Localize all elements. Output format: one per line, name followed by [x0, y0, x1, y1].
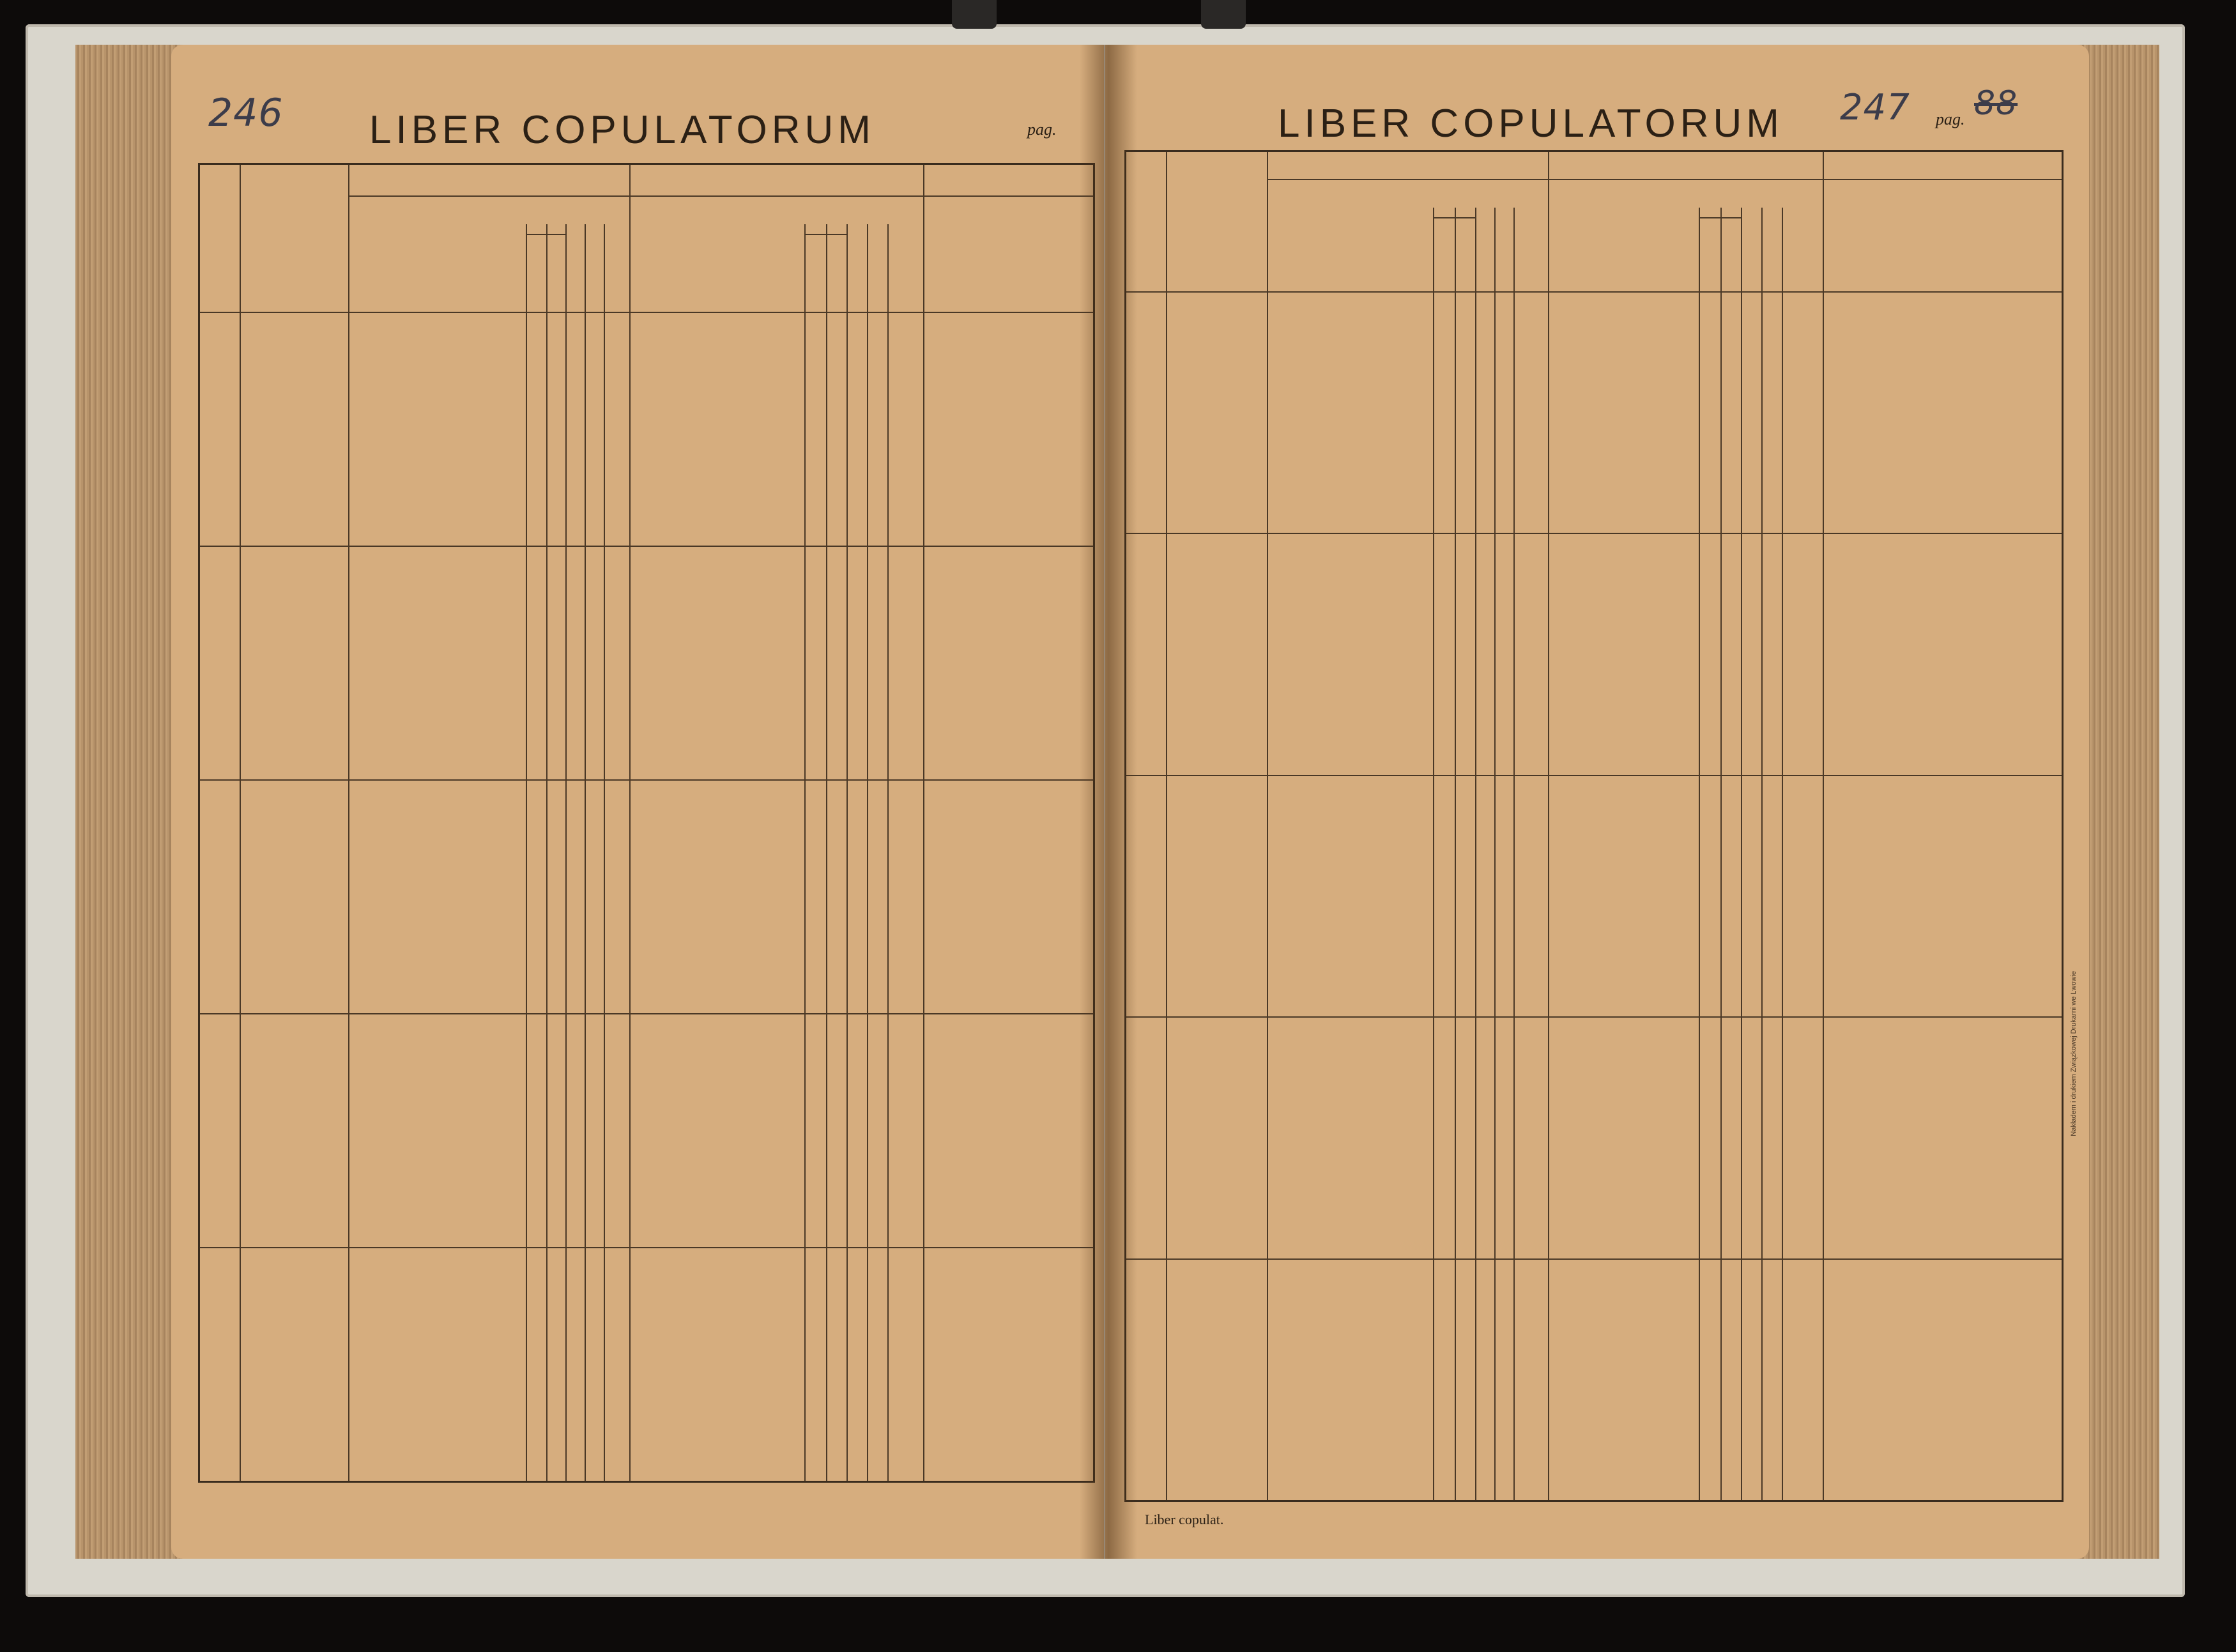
- left-entry-sponsus: [380, 1251, 523, 1400]
- left-entry-sponsa: [633, 1251, 802, 1400]
- left-entry-note: [352, 1399, 1088, 1478]
- right-entry-sponsus: [1301, 779, 1430, 933]
- right-entry-sponsa: [1552, 295, 1696, 450]
- left-group-line: [348, 195, 1093, 197]
- left-entry-sponsa: [633, 316, 802, 465]
- right-entry-sponsus: [1301, 1020, 1430, 1175]
- right-entry-note-label: [1129, 1416, 1264, 1497]
- right-entry-note-label: [1129, 691, 1264, 772]
- left-page: [171, 45, 1104, 1559]
- right-status-header: [1743, 220, 1759, 287]
- book-gutter: [1080, 45, 1137, 1559]
- left-header-line: [200, 312, 1093, 313]
- right-entry-sponsus: [1301, 537, 1430, 691]
- left-entry-house: [321, 549, 376, 699]
- left-religio-line: [526, 234, 565, 235]
- right-entry-house: [1236, 295, 1298, 450]
- right-subcol-line: [1494, 208, 1496, 1500]
- right-row-line: [1126, 1258, 2062, 1260]
- left-subcol-line: [604, 224, 605, 1481]
- right-subcol-line: [1455, 208, 1456, 1500]
- right-entry-note: [1271, 448, 2056, 530]
- right-status-header: [1784, 220, 1800, 287]
- left-subcol-line: [585, 224, 586, 1481]
- left-subcol-line: [546, 224, 548, 1481]
- right-entry-witnesses: [1829, 295, 2055, 450]
- right-entry-sponsa: [1552, 537, 1696, 691]
- right-entry-note-label: [1129, 448, 1264, 530]
- right-entry-witnesses: [1829, 1020, 2055, 1175]
- right-status-header: [1436, 220, 1451, 287]
- printer-note: Nakładem i drukiem Związkowej Drukarni we Lwowie: [2070, 971, 2078, 1136]
- left-status-header: [568, 236, 583, 308]
- right-status-header: [1478, 220, 1493, 287]
- right-page: [1105, 45, 2089, 1559]
- left-pag-label: pag.: [1027, 120, 1057, 139]
- left-entry-witnesses: [930, 783, 1087, 933]
- left-entry-witnesses: [930, 549, 1087, 699]
- left-row-line: [200, 1247, 1093, 1248]
- right-entry-sponsus: [1301, 295, 1430, 450]
- right-entry-sponsus: [1301, 1262, 1430, 1417]
- left-status-header: [829, 236, 844, 308]
- right-row-line: [1126, 1016, 2062, 1018]
- left-entry-note: [352, 698, 1088, 777]
- left-subcol-line: [887, 224, 889, 1481]
- right-entry-house: [1236, 537, 1298, 691]
- right-entry-note-label: [1129, 1174, 1264, 1255]
- left-entry-sponsa: [633, 549, 802, 699]
- binding-clip-left: [952, 0, 997, 29]
- left-status-header: [807, 236, 822, 308]
- right-entry-note: [1271, 691, 2056, 772]
- right-entry-sponsa: [1552, 779, 1696, 933]
- right-pag-label: pag.: [1936, 110, 1965, 128]
- right-status-header: [1723, 220, 1738, 287]
- right-status-header: [1701, 220, 1717, 287]
- left-entry-note-label: [203, 1399, 346, 1478]
- left-entry-witnesses: [930, 1017, 1087, 1166]
- right-status-header: [1497, 220, 1512, 287]
- left-entry-sponsus: [380, 549, 523, 699]
- right-subcol-line: [1761, 208, 1763, 1500]
- left-entry-sponsus: [380, 316, 523, 465]
- left-col-line: [240, 165, 241, 1481]
- left-entry-note: [352, 1165, 1088, 1244]
- right-entry-house: [1236, 779, 1298, 933]
- left-entry-note: [352, 931, 1088, 1011]
- right-struck-number: 88: [1974, 84, 2018, 123]
- right-subcol-line: [1741, 208, 1742, 1500]
- binding-clip-right: [1201, 0, 1246, 29]
- left-status-header: [587, 236, 602, 308]
- left-subcol-line: [565, 224, 567, 1481]
- right-status-header: [1764, 220, 1779, 287]
- right-page-number: 247: [1840, 87, 1910, 128]
- left-page-title: LIBER COPULATORUM: [369, 108, 875, 152]
- left-entry-sponsa: [633, 783, 802, 933]
- right-row-line: [1126, 775, 2062, 776]
- left-status-header: [869, 236, 885, 308]
- left-row-line: [200, 779, 1093, 781]
- left-entry-house: [321, 1251, 376, 1400]
- right-entry-note: [1271, 1416, 2056, 1497]
- right-subcol-line: [1513, 208, 1515, 1500]
- right-entry-sponsa: [1552, 1020, 1696, 1175]
- left-register-table: [198, 163, 1095, 1483]
- left-subcol-line: [526, 224, 527, 1481]
- left-subcol-line: [826, 224, 827, 1481]
- right-col-line: [1823, 152, 1824, 1500]
- left-entry-house: [321, 783, 376, 933]
- right-religio-line: [1699, 217, 1741, 218]
- left-subcol-line: [804, 224, 806, 1481]
- right-col-line: [1548, 152, 1549, 1500]
- right-subcol-line: [1720, 208, 1722, 1500]
- left-religio-line: [804, 234, 846, 235]
- right-entry-note: [1271, 932, 2056, 1014]
- left-col-line: [629, 165, 631, 1481]
- right-status-header: [1457, 220, 1473, 287]
- left-row-line: [200, 546, 1093, 547]
- left-status-header: [549, 236, 564, 308]
- right-group-line: [1267, 179, 2062, 180]
- right-entry-witnesses: [1829, 1262, 2055, 1417]
- left-subcol-line: [846, 224, 848, 1481]
- left-entry-witnesses: [930, 316, 1087, 465]
- right-subcol-line: [1782, 208, 1783, 1500]
- right-entry-sponsa: [1552, 1262, 1696, 1417]
- left-entry-sponsus: [380, 783, 523, 933]
- left-status-header: [528, 236, 544, 308]
- left-status-header: [890, 236, 905, 308]
- left-status-header: [849, 236, 864, 308]
- left-entry-sponsa: [633, 1017, 802, 1166]
- right-entry-note: [1271, 1174, 2056, 1255]
- right-subcol-line: [1475, 208, 1476, 1500]
- right-subcol-line: [1699, 208, 1700, 1500]
- right-entry-house: [1236, 1020, 1298, 1175]
- right-register-table: [1124, 150, 2064, 1502]
- left-entry-house: [321, 1017, 376, 1166]
- left-entry-note-label: [203, 931, 346, 1011]
- right-entry-house: [1236, 1262, 1298, 1417]
- right-entry-witnesses: [1829, 537, 2055, 691]
- left-page-number: 246: [208, 91, 284, 135]
- left-entry-house: [321, 316, 376, 465]
- left-entry-note-label: [203, 698, 346, 777]
- left-entry-witnesses: [930, 1251, 1087, 1400]
- left-entry-sponsus: [380, 1017, 523, 1166]
- left-col-line: [923, 165, 924, 1481]
- left-row-line: [200, 1013, 1093, 1014]
- left-subcol-line: [867, 224, 868, 1481]
- footer-text: Liber copulat.: [1145, 1511, 1224, 1527]
- left-entry-note: [352, 464, 1088, 543]
- left-entry-note-label: [203, 464, 346, 543]
- right-page-title: LIBER COPULATORUM: [1278, 102, 1784, 146]
- right-entry-note-label: [1129, 932, 1264, 1014]
- left-status-header: [606, 236, 622, 308]
- right-col-line: [1166, 152, 1167, 1500]
- right-status-header: [1516, 220, 1531, 287]
- right-row-line: [1126, 533, 2062, 534]
- right-entry-witnesses: [1829, 779, 2055, 933]
- right-religio-line: [1433, 217, 1475, 218]
- left-entry-note-label: [203, 1165, 346, 1244]
- right-subcol-line: [1433, 208, 1434, 1500]
